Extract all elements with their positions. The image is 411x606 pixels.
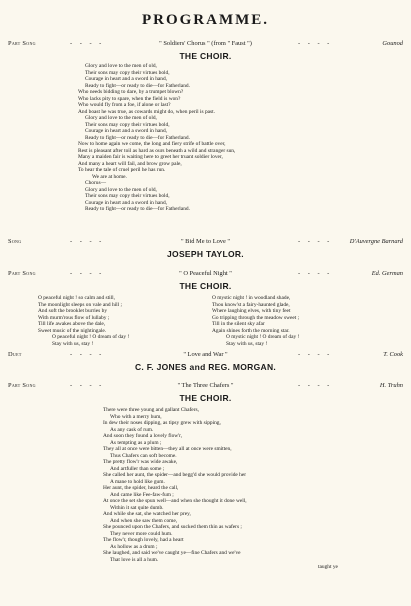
dash-leader: - - - -	[70, 351, 105, 358]
item-type: Part Song	[8, 270, 36, 277]
lyric-line: Stay with us, stay !	[52, 340, 94, 347]
lyric-line: Courage in heart and a sword in hand,	[85, 128, 168, 134]
item-type: Duet	[8, 351, 22, 358]
lyric-line: Ready to fight—or ready to die—for Fatherland.	[85, 134, 190, 141]
lyric-line: And when she saw them come,	[110, 517, 178, 524]
lyric-line: Chorus—	[85, 180, 106, 186]
lyric-line: She called her aunt, the spider—and begg'd she would provide her	[103, 472, 247, 478]
lyrics-runover: taught ye	[318, 564, 338, 570]
item-type: Part Song	[8, 382, 36, 389]
dash-leader: - - - -	[298, 238, 333, 245]
piece-title: " Love and War "	[183, 351, 228, 358]
lyric-line: In dew their noses dipping, as tipsy grew with sipping,	[103, 420, 221, 426]
page-title: PROGRAMME.	[141, 12, 270, 28]
lyric-line: As hollow as a drum ;	[110, 543, 158, 550]
lyric-line: The pretty flow'r was wide awake,	[103, 459, 178, 465]
lyric-line: Till life awakes above the dale,	[38, 321, 106, 327]
lyric-line: That love is all a hum.	[110, 556, 159, 563]
dash-leader: - - - -	[298, 382, 333, 389]
lyrics-right-column	[212, 295, 299, 347]
lyric-line: Her aunt, the spider, heard the call,	[103, 485, 179, 491]
lyric-line: And many a heart will fail, and brow grow pale,	[78, 160, 182, 167]
lyric-line: Glory and love to the men of old,	[85, 186, 157, 193]
lyric-line: With murm'rous flow of lullaby ;	[38, 314, 110, 321]
piece-title: " Soldiers' Chorus " (from " Faust ")	[159, 40, 252, 47]
lyric-line: Who would fly from a foe, if alone or last?	[78, 102, 171, 108]
lyric-line: And artfuller than some ;	[110, 465, 165, 472]
lyric-line: Again shines forth the morning star.	[212, 327, 290, 334]
performer: THE CHOIR.	[179, 393, 232, 403]
lyric-line: O peaceful night ! so calm and still,	[38, 295, 115, 301]
performer: JOSEPH TAYLOR.	[167, 249, 244, 259]
lyric-line: Sweet music of the nightingale.	[38, 327, 107, 334]
composer: Ed. German	[371, 270, 403, 277]
lyric-line: Who lacks pity to spare, when the field is won?	[78, 95, 181, 102]
lyric-line: At once the set she spun well—and when she thought it done well,	[103, 498, 247, 504]
dash-leader: - - - -	[70, 40, 105, 47]
lyric-line: And while she sat, she watched her prey,	[103, 511, 191, 517]
lyric-line: To hear the tale of cruel peril he has run.	[78, 167, 166, 173]
composer: D'Auvergne Barnard	[349, 238, 403, 245]
lyric-line: As any cask of rum.	[110, 426, 154, 433]
lyric-line: Thus Chafers can soft become.	[110, 452, 177, 459]
piece-title: " The Three Chafers "	[177, 382, 234, 389]
performer: THE CHOIR.	[179, 281, 232, 291]
dash-leader: - - - -	[70, 270, 105, 277]
lyric-line: Their sons may copy their virtues bold,	[85, 69, 170, 76]
item-type: Part Song	[8, 40, 36, 47]
lyric-line: Ready to fight—or ready to die—for Fatherland.	[85, 82, 190, 89]
lyric-line: Till in the silent sky afar	[212, 321, 265, 327]
dash-leader: - - - -	[70, 382, 105, 389]
lyric-line: Go tripping through the meadow sweet ;	[212, 314, 300, 321]
lyric-line: They all at once were bitten—they all at once were smitten,	[103, 446, 232, 452]
piece-title: " O Peaceful Night "	[179, 270, 232, 277]
lyric-line: They never more could hum.	[110, 530, 173, 537]
lyrics-block	[103, 407, 247, 563]
lyric-line: We are at home.	[92, 173, 127, 180]
lyric-line: The flow'r, though lovely, had a heart	[103, 537, 184, 543]
dash-leader: - - - -	[70, 238, 105, 245]
lyric-line: And boast he was true, as cowards might do, when peril is past.	[78, 108, 215, 115]
lyric-line: She laughed, and said we've caught ye—fine Chafers and we've	[103, 550, 241, 556]
composer: Gounod	[382, 40, 403, 47]
lyric-line: She pounced upon the Chafers, and sucked them thin as wafers ;	[103, 524, 242, 530]
lyric-line: Glory and love to the men of old,	[85, 115, 157, 121]
lyrics-left-column	[38, 295, 129, 347]
lyric-line: And soon they found a lovely flow'r,	[103, 433, 183, 439]
lyric-line: The moonlight sleeps on vale and hill ;	[38, 301, 122, 308]
lyric-line: O mystic night ! O dream of day !	[226, 334, 300, 340]
lyric-line: O peaceful night ! O dream of day !	[52, 334, 130, 340]
lyric-line: Within it sat quite dumb.	[110, 504, 164, 511]
item-type: Song	[8, 238, 22, 245]
composer: T. Cook	[383, 351, 403, 358]
lyric-line: O mystic night ! in woodland shade,	[212, 295, 291, 301]
lyric-line: Their sons may copy their virtues bold,	[85, 193, 170, 199]
lyric-line: Who with a merry hum,	[110, 413, 162, 420]
lyric-line: Glory and love to the men of old,	[85, 63, 157, 69]
lyric-line: There were three young and gallant Chafers,	[103, 407, 199, 413]
lyric-line: Thou know'st a fairy-haunted glade,	[212, 301, 290, 308]
lyric-line: A mane to hold like gum.	[110, 478, 165, 485]
dash-leader: - - - -	[298, 40, 333, 47]
lyric-line: Where laughing elves, with tiny feet	[212, 308, 291, 314]
lyric-line: Ready to fight—or ready to die—for Fatherland.	[85, 206, 190, 212]
lyric-line: Many a maiden fair is waiting here to greet her truant soldier lover,	[78, 154, 223, 160]
lyric-line: Now to home again we come, the long and fiery strife of battle over,	[78, 141, 226, 147]
composer: H. Truhn	[379, 382, 403, 389]
piece-title: " Bid Me to Love "	[180, 238, 231, 245]
dash-leader: - - - -	[298, 270, 333, 277]
lyric-line: And came like Fee-faw-fum ;	[110, 491, 174, 498]
lyric-line: Courage in heart and a sword in hand,	[85, 76, 168, 82]
lyric-line: And soft the brooklet burries by	[38, 308, 108, 314]
lyrics-block	[78, 63, 235, 213]
performer: THE CHOIR.	[179, 51, 232, 61]
lyric-line: Courage in heart and a sword in hand,	[85, 199, 168, 206]
performer: C. F. JONES and REG. MORGAN.	[134, 362, 277, 372]
lyric-line: Rest is pleasant after toil as hard as ours beneath a wild and stranger sun,	[78, 147, 236, 154]
dash-leader: - - - -	[298, 351, 333, 358]
lyric-line: As tempting as a plum ;	[110, 439, 162, 446]
lyric-line: Stay with us, stay !	[226, 340, 268, 347]
lyric-line: Their sons may copy their virtues bold,	[85, 121, 170, 128]
lyric-line: Who needs bidding to dare, by a trumpet blown?	[78, 89, 184, 95]
